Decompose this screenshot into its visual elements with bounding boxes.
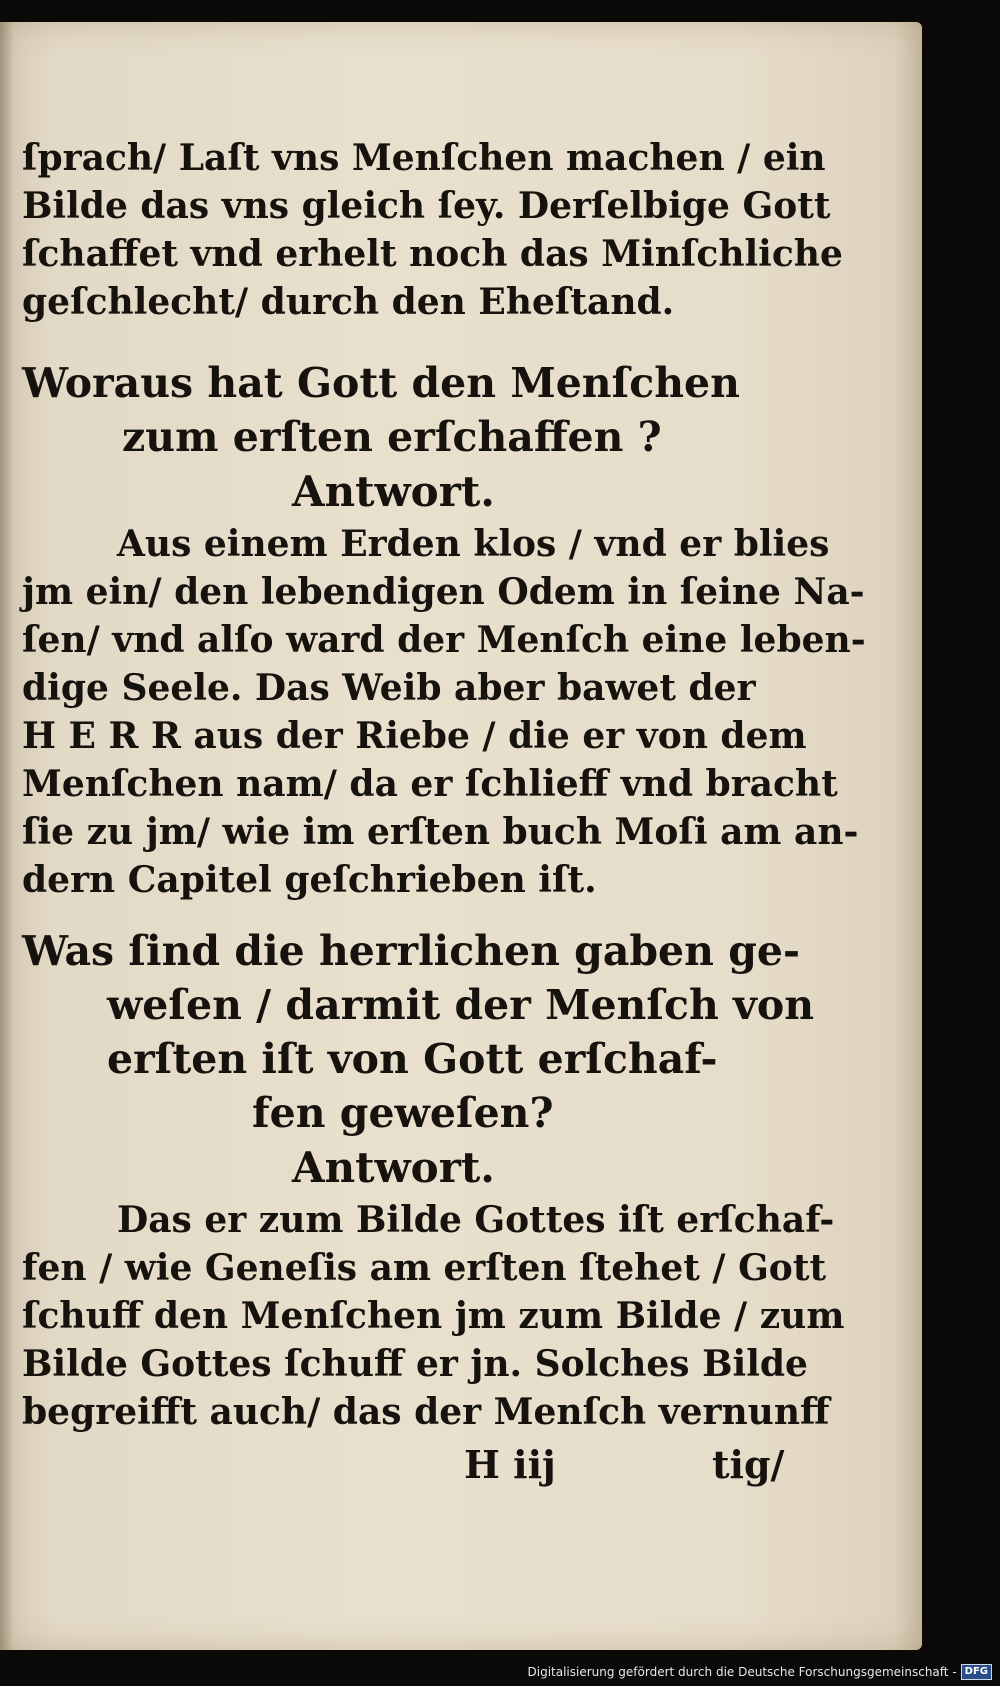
text-line: geſchlecht/ durch den Eheſtand. — [22, 281, 675, 323]
question-line: Woraus hat Gott den Menſchen — [22, 359, 740, 407]
dfg-logo-icon: DFG — [961, 1664, 992, 1680]
question-line: weſen / darmit der Menſch von — [107, 981, 815, 1029]
paragraph-1 — [22, 134, 843, 326]
text-line: Das er zum Bilde Gottes iſt erſchaf- — [117, 1199, 835, 1241]
text-line: ſchaffet vnd erhelt noch das Minſchliche — [22, 233, 843, 275]
answer-2 — [22, 1196, 845, 1436]
text-line: Bilde Gottes ſchuff er jn. Solches Bilde — [22, 1343, 808, 1385]
text-line: dern Capitel geſchrieben iſt. — [22, 859, 597, 901]
text-line: ſchuff den Menſchen jm zum Bilde / zum — [22, 1295, 845, 1337]
text-line: begreifft auch/ das der Menſch vernunff — [22, 1391, 830, 1433]
question-line: Was ſind die herrlichen gaben ge- — [22, 927, 800, 975]
text-line: jm ein/ den lebendigen Odem in ſeine Na- — [22, 571, 865, 613]
page-foot — [22, 1442, 792, 1502]
page-text — [22, 134, 866, 1436]
catchword: tig/ — [712, 1442, 785, 1487]
credit-text: Digitalisierung gefördert durch die Deutsche Forschungsgemeinschaft - — [527, 1665, 957, 1679]
digitization-credit — [528, 1664, 993, 1680]
question-line: zum erſten erſchaffen ? — [122, 413, 662, 461]
answer-1 — [22, 520, 866, 904]
signature-mark: H iij — [464, 1442, 556, 1487]
text-line: fen / wie Geneſis am erſten ſtehet / Gott — [22, 1247, 827, 1289]
text-line: ſen/ vnd alſo ward der Menſch eine leben- — [22, 619, 866, 661]
text-line: Aus einem Erden klos / vnd er blies — [117, 523, 830, 565]
text-line: Bilde das vns gleich ſey. Derſelbige Gott — [22, 185, 831, 227]
text-line: H E R R aus der Riebe / die er von dem — [22, 715, 807, 757]
text-line: dige Seele. Das Weib aber bawet der — [22, 667, 756, 709]
question-line: erſten iſt von Gott erſchaf- — [107, 1035, 718, 1083]
question-2 — [22, 924, 815, 1140]
book-page — [0, 22, 922, 1650]
text-line: ſprach/ Laſt vns Menſchen machen / ein — [22, 137, 826, 179]
answer-heading-2: Antwort. — [292, 1143, 495, 1192]
answer-heading-1: Antwort. — [292, 467, 495, 516]
question-line: fen geweſen? — [252, 1089, 554, 1137]
text-line: ſie zu jm/ wie im erſten buch Moſi am an- — [22, 811, 859, 853]
question-1 — [22, 356, 792, 464]
text-line: Menſchen nam/ da er ſchlieff vnd bracht — [22, 763, 838, 805]
